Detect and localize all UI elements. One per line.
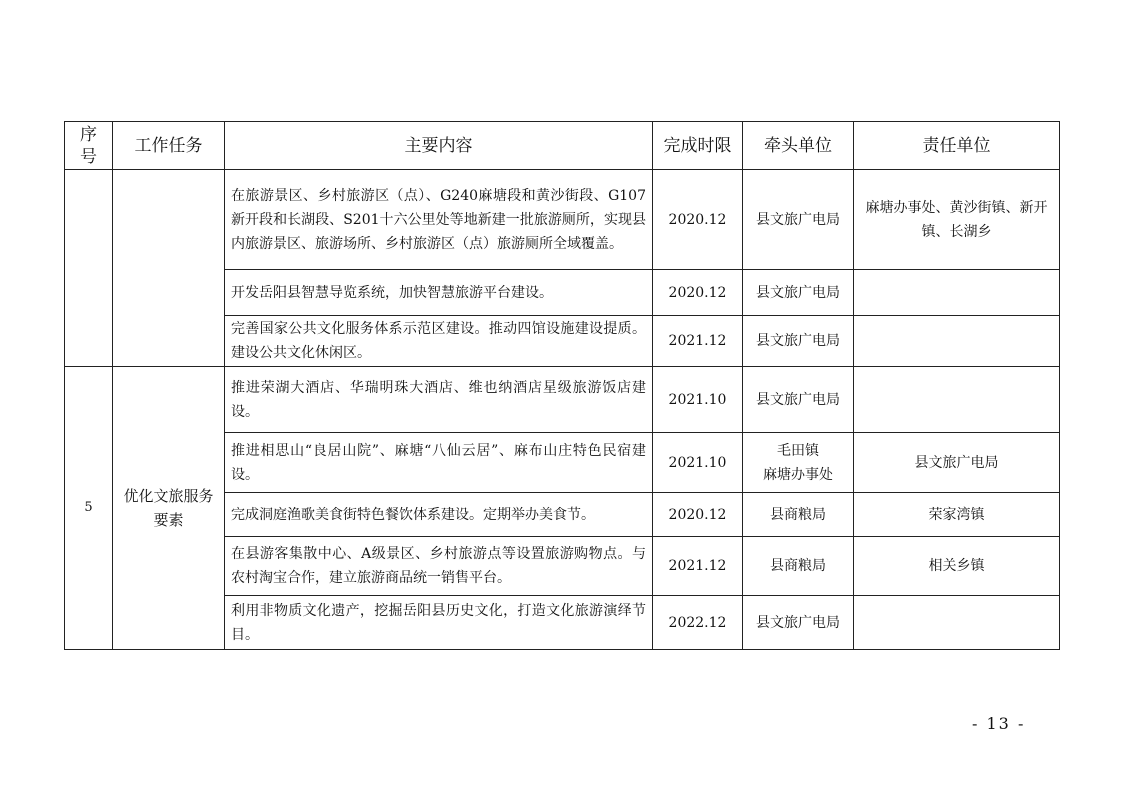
header-task: 工作任务 (113, 122, 225, 170)
responsible-unit-cell: 荣家湾镇 (854, 493, 1060, 537)
lead-unit-cell: 县文旅广电局 (743, 270, 854, 316)
group-index-cell: 5 (65, 367, 113, 650)
lead-unit-cell: 县商粮局 (743, 493, 854, 537)
task-table (64, 121, 1060, 650)
lead-unit-cell (743, 433, 854, 493)
page-number: - 13 - (972, 714, 1026, 733)
deadline-cell: 2020.12 (653, 270, 743, 316)
content-cell: 完成洞庭渔歌美食街特色餐饮体系建设。定期举办美食节。 (225, 493, 653, 537)
responsible-unit-cell (854, 270, 1060, 316)
task-cell (113, 170, 225, 367)
table-row (65, 170, 1060, 270)
responsible-unit-cell (854, 596, 1060, 650)
responsible-unit-cell: 相关乡镇 (854, 537, 1060, 596)
header-deadline: 完成时限 (653, 122, 743, 170)
deadline-cell: 2021.12 (653, 316, 743, 367)
header-index: 序号 (65, 122, 113, 170)
lead-unit-cell: 县文旅广电局 (743, 316, 854, 367)
lead-unit-cell: 县文旅广电局 (743, 367, 854, 433)
deadline-cell: 2021.12 (653, 537, 743, 596)
lead-unit-line: 毛田镇 (777, 442, 819, 459)
deadline-cell: 2020.12 (653, 170, 743, 270)
content-cell: 推进荣湖大酒店、华瑞明珠大酒店、维也纳酒店星级旅游饭店建设。 (225, 367, 653, 433)
content-cell: 推进相思山“良居山院”、麻塘“八仙云居”、麻布山庄特色民宿建设。 (225, 433, 653, 493)
deadline-cell: 2022.12 (653, 596, 743, 650)
responsible-unit-cell (854, 367, 1060, 433)
index-cell (65, 170, 113, 367)
content-cell: 开发岳阳县智慧导览系统，加快智慧旅游平台建设。 (225, 270, 653, 316)
lead-unit-cell: 县文旅广电局 (743, 596, 854, 650)
table-row (65, 367, 1060, 433)
content-cell: 利用非物质文化遗产，挖掘岳阳县历史文化，打造文化旅游演绎节目。 (225, 596, 653, 650)
content-cell: 完善国家公共文化服务体系示范区建设。推动四馆设施建设提质。建设公共文化休闲区。 (225, 316, 653, 367)
lead-unit-cell: 县文旅广电局 (743, 170, 854, 270)
responsible-unit-cell: 麻塘办事处、黄沙街镇、新开镇、长湖乡 (854, 170, 1060, 270)
responsible-unit-cell: 县文旅广电局 (854, 433, 1060, 493)
deadline-cell: 2021.10 (653, 433, 743, 493)
header-content: 主要内容 (225, 122, 653, 170)
content-cell: 在县游客集散中心、A级景区、乡村旅游点等设置旅游购物点。与农村淘宝合作，建立旅游商品统一销售平台。 (225, 537, 653, 596)
lead-unit-cell: 县商粮局 (743, 537, 854, 596)
deadline-cell: 2020.12 (653, 493, 743, 537)
header-lead-unit: 牵头单位 (743, 122, 854, 170)
responsible-unit-cell (854, 316, 1060, 367)
lead-unit-line: 麻塘办事处 (763, 466, 833, 483)
header-row (65, 122, 1060, 170)
content-cell: 在旅游景区、乡村旅游区（点）、G240麻塘段和黄沙街段、G107新开段和长湖段、S201十六公里处等地新建一批旅游厕所，实现县内旅游景区、旅游场所、乡村旅游区（点）旅游厕所全域覆盖。 (225, 170, 653, 270)
group-task-cell: 优化文旅服务要素 (113, 367, 225, 650)
deadline-cell: 2021.10 (653, 367, 743, 433)
header-responsible-unit: 责任单位 (854, 122, 1060, 170)
